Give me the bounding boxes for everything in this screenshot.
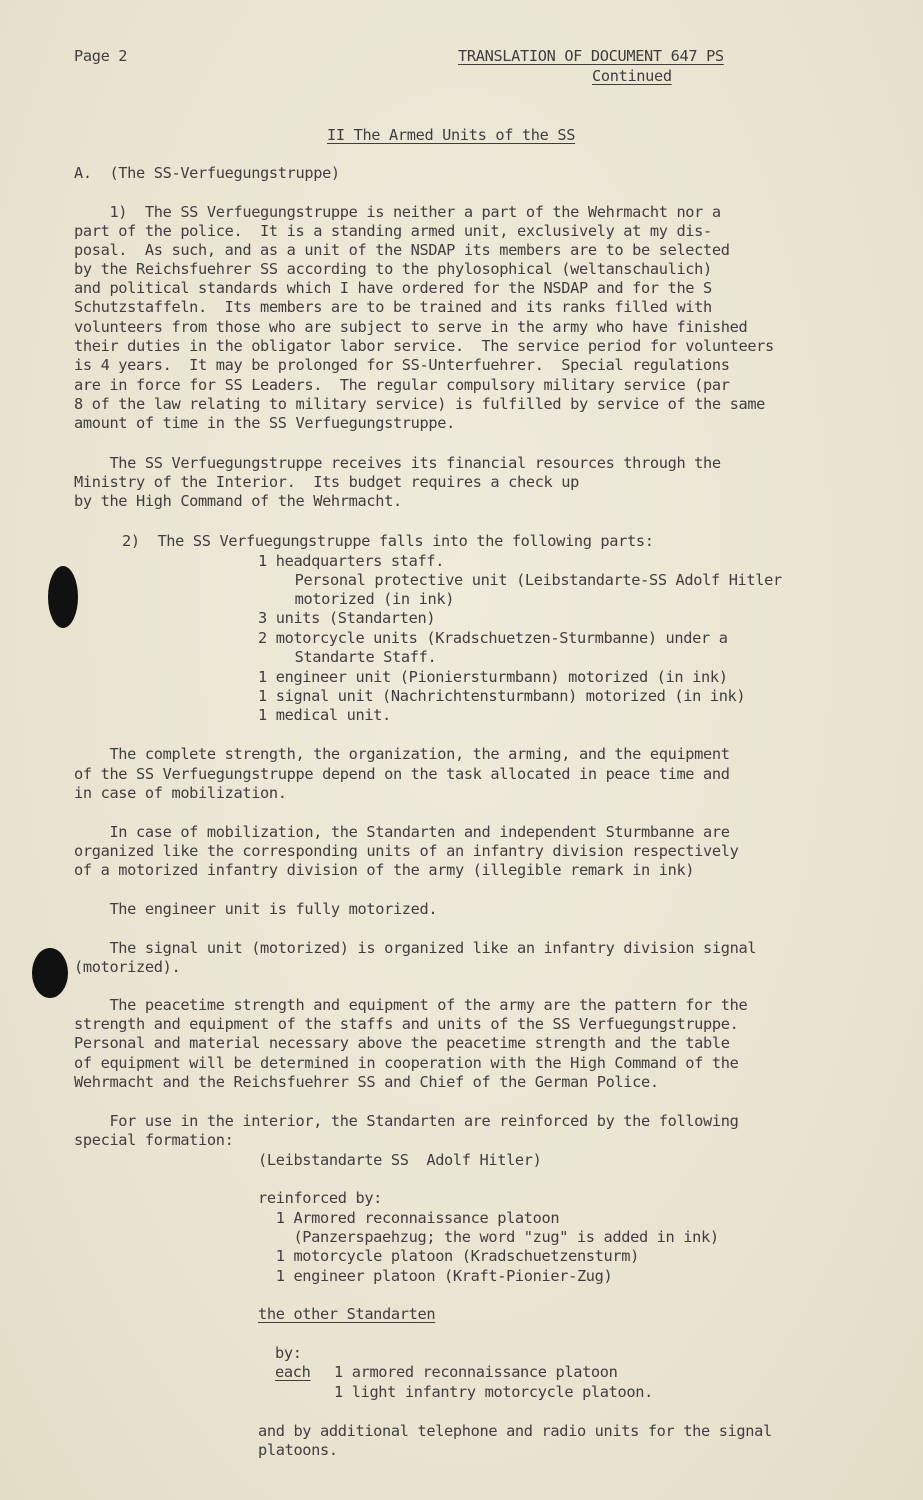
text-line: is 4 years. It may be prolonged for SS-Unterfuehrer. Special regulations [74,356,730,374]
list-item: motorized (in ink) [268,590,455,608]
text-line: platoons. [258,1441,338,1459]
list-item: 2 motorcycle units (Kradschuetzen-Sturmbanne) under a [258,629,728,647]
text-line: 8 of the law relating to military service) is fulfilled by service of the same [74,395,766,413]
text-line: and by additional telephone and radio units for the signal [258,1422,772,1440]
text-line: In case of mobilization, the Standarten and independent Sturmbanne are [74,823,730,841]
continued-label: Continued [592,67,672,85]
text-line: Ministry of the Interior. Its budget requires a check up [74,473,579,491]
paragraph-5: The engineer unit is fully motorized. [74,900,438,918]
text-line: strength and equipment of the staffs and units of the SS Verfuegungstruppe. [74,1015,739,1033]
text-line: amount of time in the SS Verfuegungstruppe. [74,414,455,432]
text-line: special formation: [74,1131,234,1149]
text-line: volunteers from those who are subject to serve in the army who have finished [74,318,748,336]
by-label: by: [275,1344,302,1362]
list-item: 1 motorcycle platoon (Kradschuetzensturm) [258,1247,639,1265]
each-label: each [275,1363,311,1381]
text-line: of the SS Verfuegungstruppe depend on the task allocated in peace time and [74,765,730,783]
other-standarten-label: the other Standarten [258,1305,436,1323]
list-item: Personal protective unit (Leibstandarte-SS Adolf Hitler [268,571,782,589]
text-line: The peacetime strength and equipment of the army are the pattern for the [74,996,748,1014]
reinforced-by-label: reinforced by: [258,1189,383,1207]
text-line: The complete strength, the organization, the arming, and the equipment [74,745,730,763]
parts-intro: 2) The SS Verfuegungstruppe falls into the following parts: [122,532,654,550]
text-line: their duties in the obligator labor service. The service period for volunteers [74,337,774,355]
list-item: 1 light infantry motorcycle platoon. [334,1383,653,1401]
list-item: 1 medical unit. [258,706,391,724]
section-heading: II The Armed Units of the SS [327,126,576,144]
list-item: 1 engineer unit (Pioniersturmbann) motorized (in ink) [258,668,728,686]
section-subheading: A. (The SS-Verfuegungstruppe) [74,164,340,182]
text-line: of a motorized infantry division of the army (illegible remark in ink) [74,861,695,879]
text-line: For use in the interior, the Standarten are reinforced by the following [74,1112,739,1130]
list-item: Standarte Staff. [268,648,437,666]
text-line: in case of mobilization. [74,784,287,802]
list-item: 3 units (Standarten) [258,609,436,627]
list-item: 1 headquarters staff. [258,552,445,570]
text-line: (motorized). [74,958,181,976]
text-line: Personal and material necessary above the peacetime strength and the table [74,1034,730,1052]
page-number: Page 2 [74,47,128,65]
list-item: 1 signal unit (Nachrichtensturmbann) motorized (in ink) [258,687,746,705]
leibstandarte-label: (Leibstandarte SS Adolf Hitler) [258,1151,542,1169]
text-line: posal. As such, and as a unit of the NSDAP its members are to be selected [74,241,730,259]
text-line: The SS Verfuegungstruppe receives its financial resources through the [74,454,721,472]
list-item: 1 armored reconnaissance platoon [334,1363,618,1381]
text-line: Schutzstaffeln. Its members are to be trained and its ranks filled with [74,298,712,316]
punch-hole [48,566,78,628]
text-line: by the High Command of the Wehrmacht. [74,492,402,510]
document-title: TRANSLATION OF DOCUMENT 647 PS [458,47,724,65]
text-line: and political standards which I have ordered for the NSDAP and for the S [74,279,712,297]
text-line: of equipment will be determined in cooperation with the High Command of the [74,1054,739,1072]
text-line: organized like the corresponding units of an infantry division respectively [74,842,739,860]
text-line: Wehrmacht and the Reichsfuehrer SS and Chief of the German Police. [74,1073,659,1091]
list-item: 1 engineer platoon (Kraft-Pionier-Zug) [258,1267,613,1285]
text-line: The signal unit (motorized) is organized like an infantry division signal [74,939,757,957]
punch-hole [32,948,68,998]
list-item: 1 Armored reconnaissance platoon [258,1209,560,1227]
text-line: by the Reichsfuehrer SS according to the phylosophical (weltanschaulich) [74,260,712,278]
list-item: (Panzerspaehzug; the word "zug" is added in ink) [258,1228,719,1246]
text-line: are in force for SS Leaders. The regular compulsory military service (par [74,376,730,394]
text-line: part of the police. It is a standing armed unit, exclusively at my dis- [74,222,712,240]
text-line: 1) The SS Verfuegungstruppe is neither a part of the Wehrmacht nor a [74,203,721,221]
